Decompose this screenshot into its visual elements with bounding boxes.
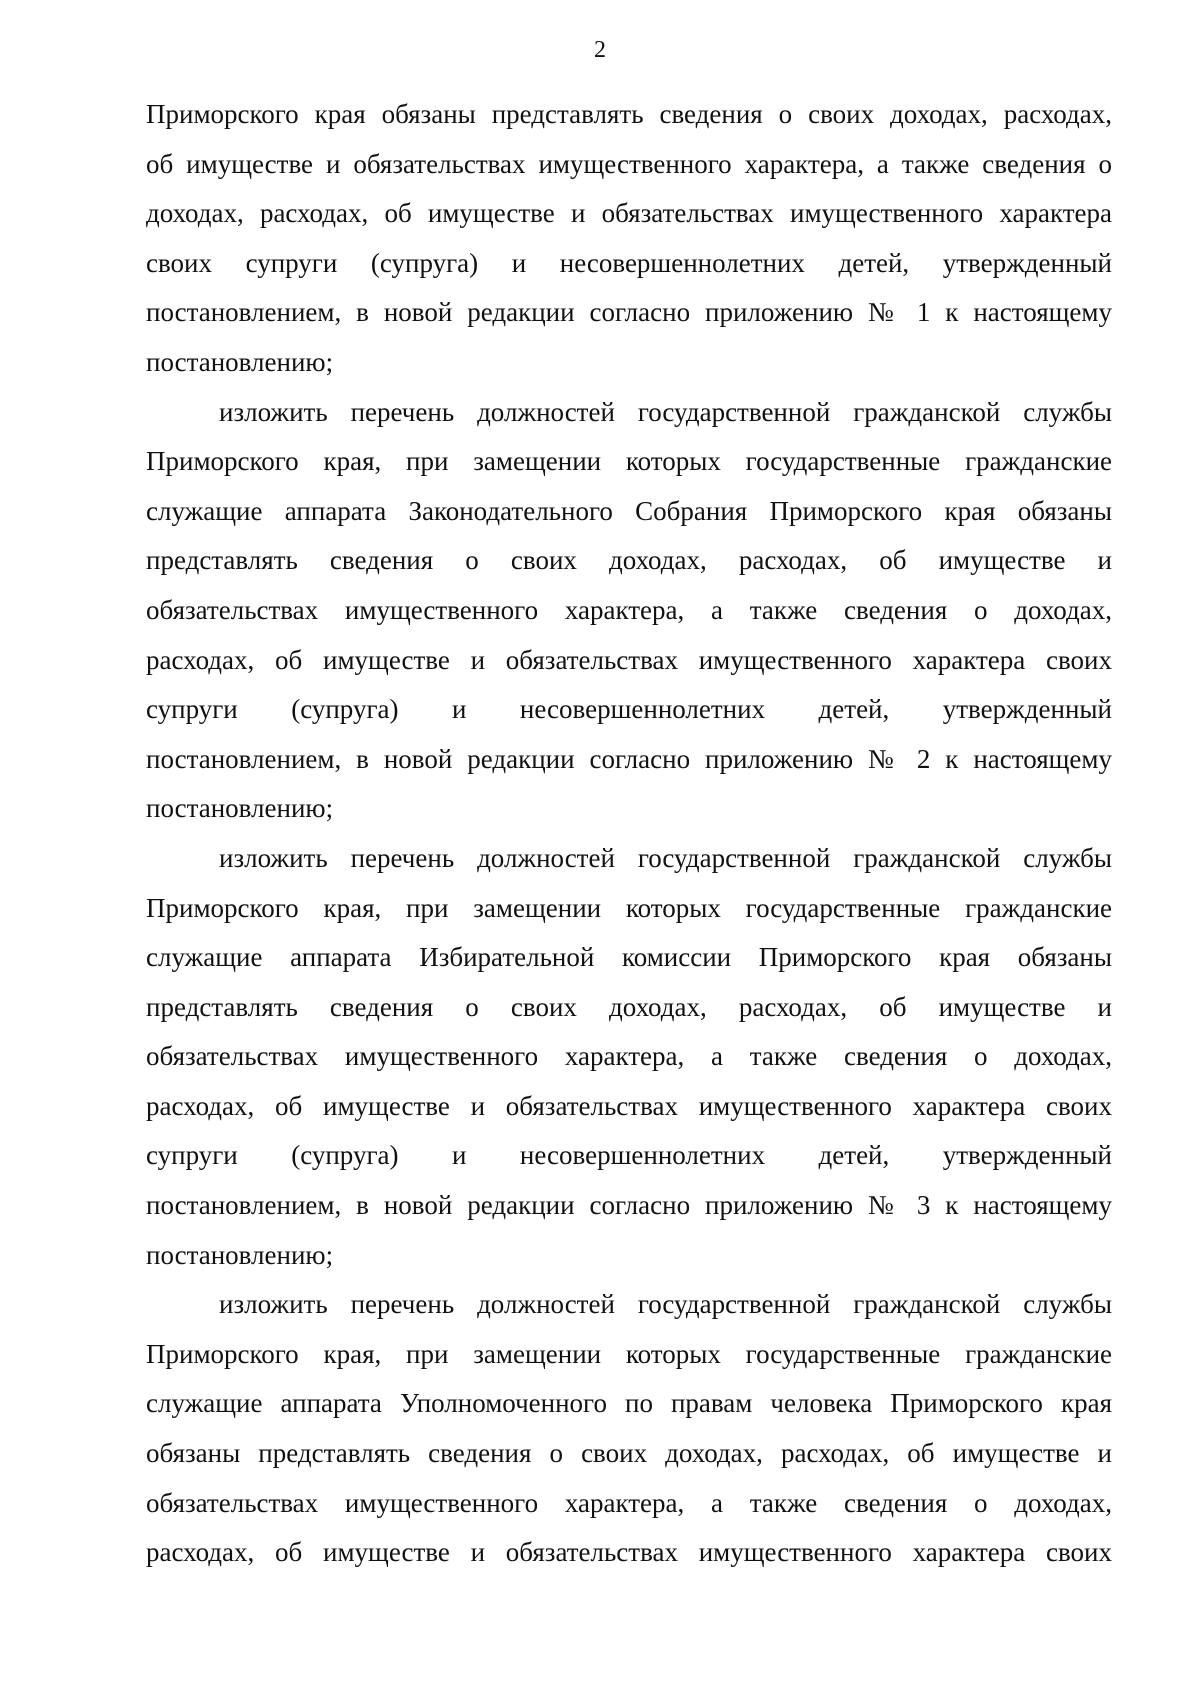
text-line: супруги (супруга) и несовершеннолетних детей, утвержденный xyxy=(146,1140,1112,1171)
text-line: представлять сведения о своих доходах, расходах, об имуществе и xyxy=(146,545,1112,576)
text-line: обязаны представлять сведения о своих доходах, расходах, об имуществе и xyxy=(146,1438,1112,1469)
text-line: обязательствах имущественного характера, а также сведения о доходах, xyxy=(146,594,1112,625)
text-line: обязательствах имущественного характера, а также сведения о доходах, xyxy=(146,1487,1112,1518)
text-line: обязательствах имущественного характера, а также сведения о доходах, xyxy=(146,1041,1112,1072)
text-line: служащие аппарата Уполномоченного по правам человека Приморского края xyxy=(146,1388,1112,1419)
text-line: постановлением, в новой редакции согласно приложению № 2 к настоящему xyxy=(146,743,1112,774)
text-line: Приморского края обязаны представлять сведения о своих доходах, расходах, xyxy=(146,99,1112,129)
text-line: Приморского края, при замещении которых государственные гражданские xyxy=(146,1338,1112,1369)
text-line: об имуществе и обязательствах имущественного характера, а также сведения о xyxy=(146,148,1112,179)
text-line: постановлением, в новой редакции согласно приложению № 1 к настоящему xyxy=(146,297,1112,328)
text-line: супруги (супруга) и несовершеннолетних детей, утвержденный xyxy=(146,694,1112,725)
paragraph-first-line: изложить перечень должностей государственной гражданской службы xyxy=(219,396,1112,427)
text-line: расходах, об имуществе и обязательствах имущественного характера своих xyxy=(146,1537,1112,1568)
paragraph-first-line: изложить перечень должностей государственной гражданской службы xyxy=(219,842,1112,873)
text-line: постановлению; xyxy=(146,793,334,824)
text-line: представлять сведения о своих доходах, расходах, об имуществе и xyxy=(146,991,1112,1022)
page-number: 2 xyxy=(594,37,606,63)
text-line: расходах, об имуществе и обязательствах имущественного характера своих xyxy=(146,1090,1112,1121)
text-line: Приморского края, при замещении которых государственные гражданские xyxy=(146,446,1112,477)
text-line: своих супруги (супруга) и несовершеннолетних детей, утвержденный xyxy=(146,247,1112,278)
text-line: постановлению; xyxy=(146,346,334,377)
text-line: постановлению; xyxy=(146,1239,334,1270)
paragraph-first-line: изложить перечень должностей государственной гражданской службы xyxy=(219,1289,1112,1320)
document-body xyxy=(146,90,1112,1578)
text-line: постановлением, в новой редакции согласно приложению № 3 к настоящему xyxy=(146,1190,1112,1221)
text-line: расходах, об имуществе и обязательствах имущественного характера своих xyxy=(146,644,1112,675)
text-line: доходах, расходах, об имуществе и обязательствах имущественного характера xyxy=(146,198,1112,229)
text-line: служащие аппарата Избирательной комиссии Приморского края обязаны xyxy=(146,942,1112,973)
text-line: Приморского края, при замещении которых государственные гражданские xyxy=(146,892,1112,923)
text-line: служащие аппарата Законодательного Собрания Приморского края обязаны xyxy=(146,495,1112,526)
